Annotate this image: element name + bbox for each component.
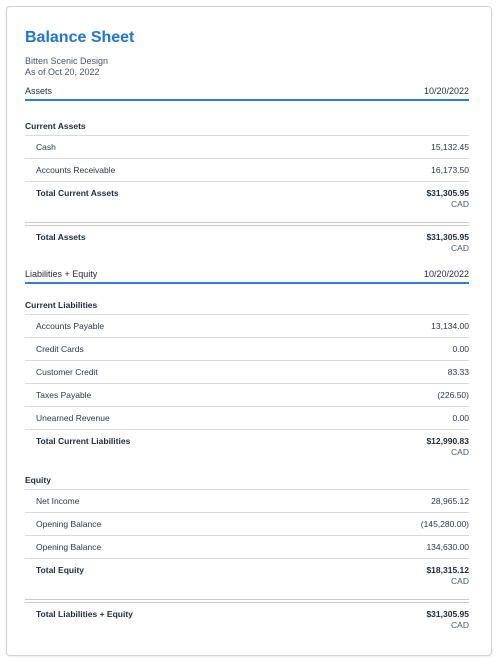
assets-date: 10/20/2022 (423, 86, 469, 96)
equity-group (25, 475, 469, 643)
current-assets-group (25, 121, 469, 266)
total-liabilities-equity-row (25, 603, 469, 643)
equity-title: Equity (25, 475, 469, 490)
assets-heading: Assets (25, 86, 53, 96)
total-current-liabilities-row (25, 430, 469, 470)
row-value: 16,173.50 (431, 165, 469, 175)
row-value: (145,280.00) (420, 519, 469, 529)
total-value: $18,315.12 (426, 565, 469, 575)
current-liabilities-title: Current Liabilities (25, 300, 469, 315)
table-row (25, 361, 469, 384)
total-label: Total Liabilities + Equity (36, 609, 133, 619)
currency-label: CAD (451, 243, 469, 253)
liabilities-equity-date: 10/20/2022 (423, 269, 469, 279)
table-row (25, 136, 469, 159)
currency-label: CAD (451, 576, 469, 586)
total-label: Total Current Assets (36, 188, 119, 198)
row-label: Taxes Payable (36, 390, 92, 400)
row-label: Credit Cards (36, 344, 84, 354)
page-title: Balance Sheet (25, 29, 135, 46)
liabilities-equity-header (25, 270, 469, 284)
table-row (25, 338, 469, 361)
row-value: 83.33 (447, 367, 469, 377)
assets-header (25, 87, 469, 101)
currency-label: CAD (451, 620, 469, 630)
row-label: Customer Credit (36, 367, 98, 377)
total-current-assets-row (25, 182, 469, 222)
table-row (25, 513, 469, 536)
row-value: 28,965.12 (431, 496, 469, 506)
total-value: $31,305.95 (426, 232, 469, 242)
balance-sheet-document (6, 6, 492, 656)
total-value: $12,990.83 (426, 436, 469, 446)
current-assets-title: Current Assets (25, 121, 469, 136)
row-label: Accounts Payable (36, 321, 105, 331)
liabilities-equity-heading: Liabilities + Equity (25, 269, 98, 279)
currency-label: CAD (451, 447, 469, 457)
row-value: 0.00 (452, 413, 469, 423)
table-row (25, 490, 469, 513)
total-value: $31,305.95 (426, 188, 469, 198)
current-liabilities-group (25, 300, 469, 470)
total-value: $31,305.95 (426, 609, 469, 619)
total-label: Total Current Liabilities (36, 436, 131, 446)
assets-section (25, 87, 469, 101)
total-amount (426, 188, 469, 209)
table-row (25, 536, 469, 559)
total-label: Total Equity (36, 565, 85, 575)
table-row (25, 384, 469, 407)
as-of-date: As of Oct 20, 2022 (25, 67, 100, 77)
row-label: Net Income (36, 496, 80, 506)
total-amount (426, 436, 469, 457)
row-label: Cash (36, 142, 56, 152)
table-row (25, 315, 469, 338)
table-row (25, 159, 469, 182)
total-amount (426, 565, 469, 586)
row-value: 15,132.45 (431, 142, 469, 152)
row-value: 134,630.00 (426, 542, 469, 552)
liabilities-equity-section (25, 270, 469, 284)
currency-label: CAD (451, 199, 469, 209)
row-label: Unearned Revenue (36, 413, 110, 423)
row-value: (226.50) (437, 390, 469, 400)
total-assets-row (25, 226, 469, 266)
total-label: Total Assets (36, 232, 86, 242)
company-name: Bitten Scenic Design (25, 56, 109, 66)
row-value: 0.00 (452, 344, 469, 354)
total-equity-row (25, 559, 469, 599)
table-row (25, 407, 469, 430)
row-label: Opening Balance (36, 542, 102, 552)
total-amount (426, 609, 469, 630)
row-label: Opening Balance (36, 519, 102, 529)
row-label: Accounts Receivable (36, 165, 116, 175)
row-value: 13,134.00 (431, 321, 469, 331)
total-amount (426, 232, 469, 253)
